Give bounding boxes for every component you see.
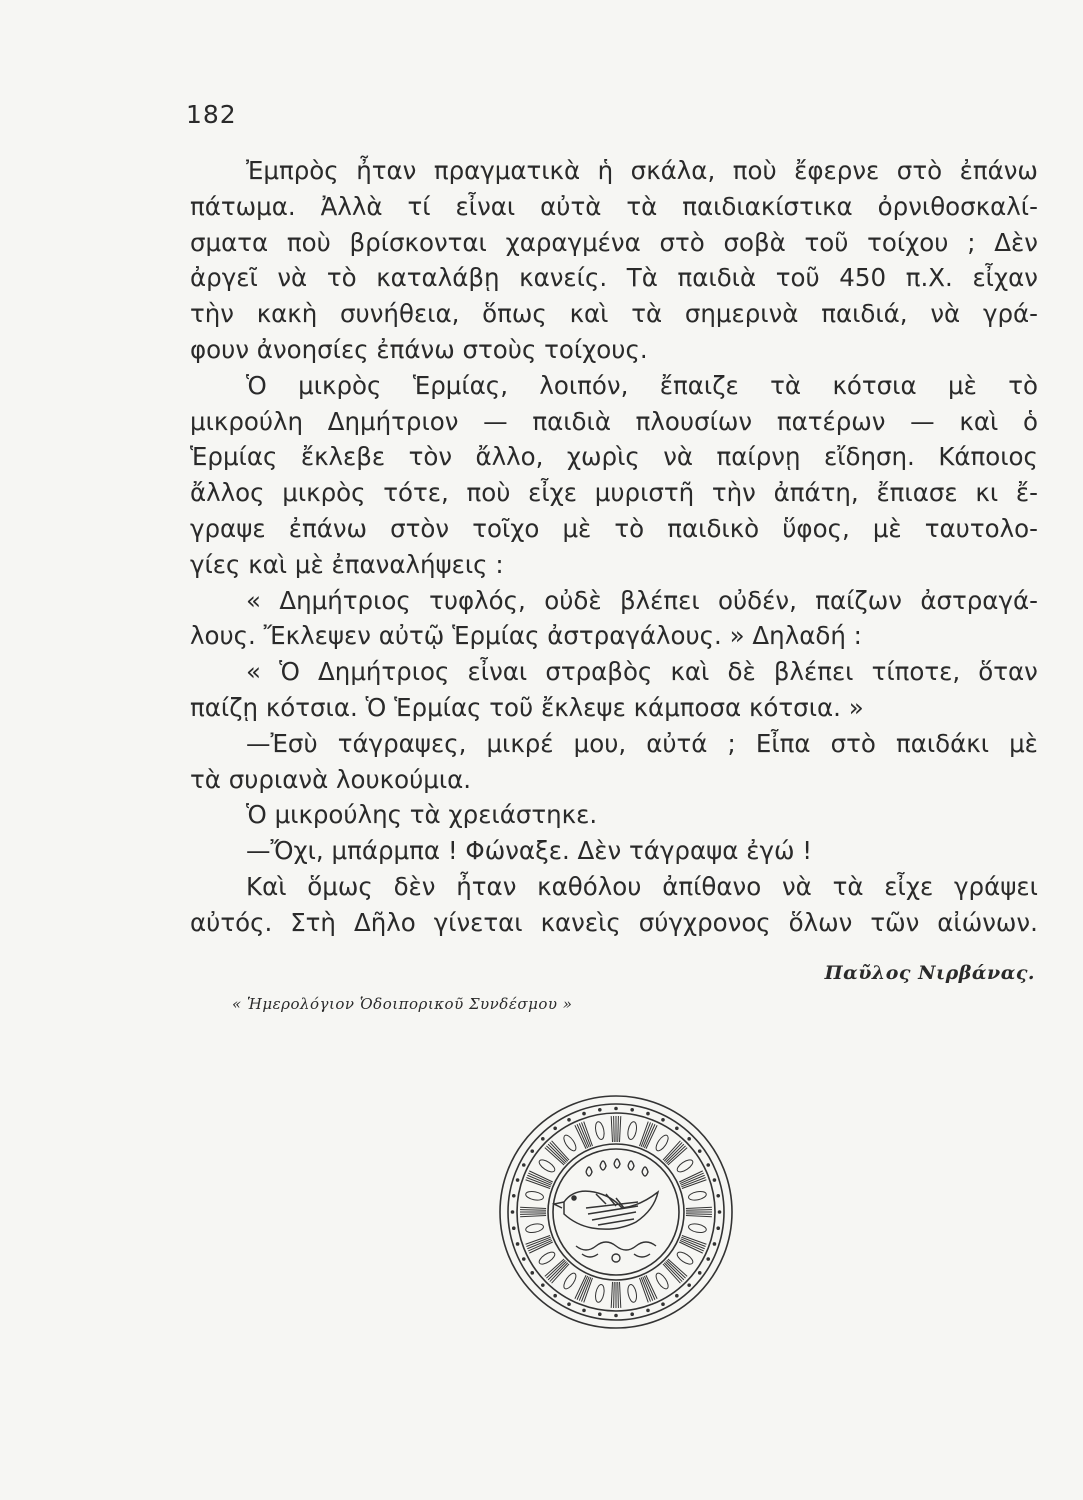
source-citation: « Ἡμερολόγιον Ὁδοιπορικοῦ Συνδέσμου » bbox=[232, 995, 573, 1013]
body-text bbox=[190, 153, 1038, 941]
text-line: σματα ποὺ βρίσκονται χαραγμένα στὸ σοβὰ τοῦ τοίχου ; Δὲν bbox=[190, 227, 1038, 257]
text-line: γραψε ἐπάνω στὸν τοῖχο μὲ τὸ παιδικὸ ὕφος, μὲ ταυτολο- bbox=[190, 513, 1038, 543]
page-number: 182 bbox=[186, 100, 237, 129]
text-line: γίες καὶ μὲ ἐπαναλήψεις : bbox=[190, 549, 504, 579]
text-line: φουν ἀνοησίες ἐπάνω στοὺς τοίχους. bbox=[190, 334, 648, 364]
decorated-plate-illustration bbox=[496, 1090, 736, 1335]
text-line: αὐτός. Στὴ Δῆλο γίνεται κανεὶς σύγχρονος ὅλων τῶν αἰώνων. bbox=[190, 907, 1038, 937]
text-line: Ὁ μικρὸς Ἑρμίας, λοιπόν, ἔπαιζε τὰ κότσια μὲ τὸ bbox=[246, 370, 1038, 400]
text-line: λους. Ἔκλεψεν αὐτῷ Ἑρμίας ἀστραγάλους. » Δηλαδή : bbox=[190, 621, 862, 651]
text-line: τὰ συριανὰ λουκούμια. bbox=[190, 764, 472, 794]
text-line: τὴν κακὴ συνήθεια, ὅπως καὶ τὰ σημερινὰ παιδιά, νὰ γρά- bbox=[190, 299, 1038, 329]
text-line: παίζῃ κότσια. Ὁ Ἑρμίας τοῦ ἔκλεψε κάμποσα κότσια. » bbox=[190, 692, 864, 722]
text-line: « Δημήτριος τυφλός, οὐδὲ βλέπει οὐδέν, παίζων ἀστραγά- bbox=[246, 585, 1038, 615]
text-line: Ἐμπρὸς ἦταν πραγματικὰ ἡ σκάλα, ποὺ ἔφερνε στὸ ἐπάνω bbox=[246, 156, 1038, 185]
text-line: μικρούλη Δημήτριον — παιδιὰ πλουσίων πατέρων — καὶ ὁ bbox=[190, 406, 1038, 436]
text-line: —Ὄχι, μπάρμπα ! Φώναξε. Δὲν τάγραψα ἐγώ ! bbox=[246, 836, 813, 866]
text-line: πάτωμα. Ἀλλὰ τί εἶναι αὐτὰ τὰ παιδιακίστικα ὀρνιθοσκαλί- bbox=[190, 191, 1038, 221]
text-line: Καὶ ὅμως δὲν ἦταν καθόλου ἀπίθανο νὰ τὰ εἶχε γράψει bbox=[246, 871, 1038, 901]
text-line: —Ἐσὺ τάγραψες, μικρέ μου, αὐτά ; Εἶπα στὸ παιδάκι μὲ bbox=[246, 728, 1038, 758]
text-line: ἀργεῖ νὰ τὸ καταλάβῃ κανείς. Τὰ παιδιὰ τοῦ 450 π.Χ. εἶχαν bbox=[190, 263, 1038, 293]
author-signature: Παῦλος Νιρβάνας. bbox=[824, 962, 1035, 984]
text-line: Ὁ μικρούλης τὰ χρειάστηκε. bbox=[246, 800, 598, 830]
text-line: « Ὁ Δημήτριος εἶναι στραβὸς καὶ δὲ βλέπει τίποτε, ὅταν bbox=[246, 657, 1038, 687]
text-line: Ἑρμίας ἔκλεβε τὸν ἄλλο, χωρὶς νὰ παίρνῃ εἴδηση. Κάποιος bbox=[190, 442, 1038, 472]
text-line: ἄλλος μικρὸς τότε, ποὺ εἶχε μυριστῆ τὴν ἀπάτη, ἔπιασε κι ἔ- bbox=[190, 478, 1038, 508]
